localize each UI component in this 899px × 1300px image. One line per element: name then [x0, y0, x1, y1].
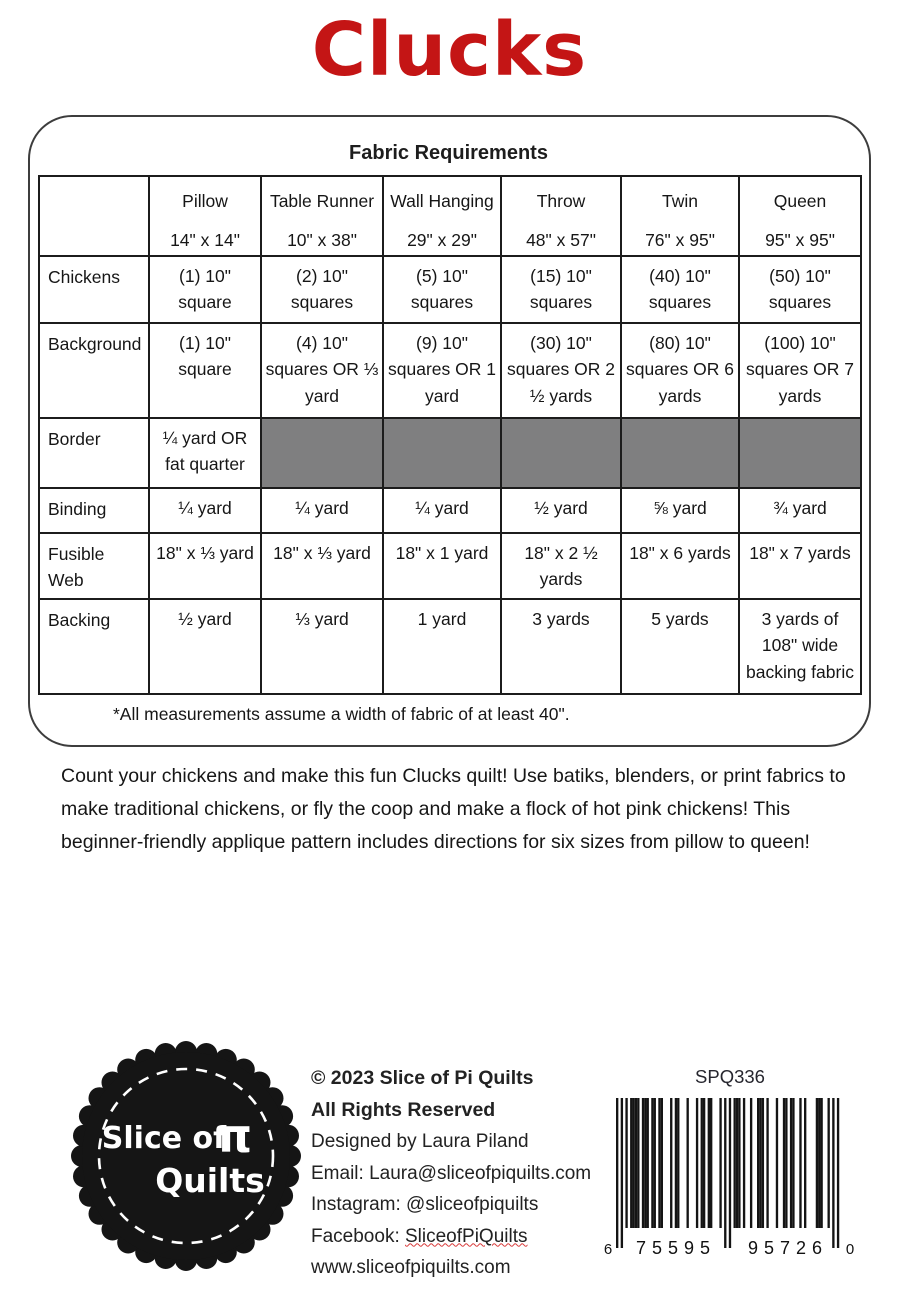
- footnote: *All measurements assume a width of fabric of at least 40".: [113, 704, 570, 724]
- facebook-line: [311, 1221, 591, 1253]
- facebook-handle: SliceofPiQuilts: [405, 1225, 528, 1247]
- table-cell: (40) 10" squares: [621, 256, 739, 323]
- table-cell: 18" x ⅓ yard: [261, 533, 383, 599]
- column-header: Wall Hanging 29" x 29": [383, 176, 501, 256]
- table-cell: ¾ yard: [739, 488, 861, 533]
- contact-block: [311, 1063, 591, 1284]
- barcode: [600, 1092, 860, 1262]
- table-cell: ½ yard: [149, 599, 261, 694]
- row-label: Backing: [39, 599, 149, 694]
- logo-text-quilts: Quilts: [155, 1161, 265, 1200]
- rights-line: All Rights Reserved: [311, 1098, 496, 1121]
- table-cell: (4) 10" squares OR ⅓ yard: [261, 323, 383, 418]
- table-cell: (1) 10" square: [149, 323, 261, 418]
- barcode-bars: [616, 1098, 839, 1248]
- logo: [70, 1040, 302, 1272]
- table-cell: (1) 10" square: [149, 256, 261, 323]
- table-cell: (9) 10" squares OR 1 yard: [383, 323, 501, 418]
- column-header: Table Runner 10" x 38": [261, 176, 383, 256]
- barcode-digit-lead: 6: [603, 1241, 613, 1258]
- row-label: Binding: [39, 488, 149, 533]
- column-header: [39, 176, 149, 256]
- table-cell: 1 yard: [383, 599, 501, 694]
- row-label: Chickens: [39, 256, 149, 323]
- table-cell: ⅓ yard: [261, 599, 383, 694]
- table-cell: [261, 418, 383, 488]
- barcode-digit-trail: 0: [845, 1241, 855, 1258]
- fabric-requirements-title: Fabric Requirements: [349, 142, 548, 164]
- table-cell: (100) 10" squares OR 7 yards: [739, 323, 861, 418]
- table-cell: [739, 418, 861, 488]
- table-cell: ¼ yard: [261, 488, 383, 533]
- table-cell: 18" x 1 yard: [383, 533, 501, 599]
- facebook-label: Facebook:: [311, 1225, 405, 1247]
- instagram-line: Instagram: @sliceofpiquilts: [311, 1194, 539, 1215]
- table-cell: ⅝ yard: [621, 488, 739, 533]
- website-line: www.sliceofpiquilts.com: [311, 1257, 511, 1278]
- email-line: Email: Laura@sliceofpiquilts.com: [311, 1162, 592, 1184]
- row-label: Background: [39, 323, 149, 418]
- table-cell: ¼ yard: [149, 488, 261, 533]
- table-cell: 18" x 6 yards: [621, 533, 739, 599]
- table-cell: 18" x ⅓ yard: [149, 533, 261, 599]
- table-cell: ¼ yard: [383, 488, 501, 533]
- column-header: Twin 76" x 95": [621, 176, 739, 256]
- table-cell: ¼ yard OR fat quarter: [149, 418, 261, 488]
- column-header: Queen 95" x 95": [739, 176, 861, 256]
- sku-label: SPQ336: [695, 1066, 765, 1087]
- table-cell: (5) 10" squares: [383, 256, 501, 323]
- fabric-requirements-table: [38, 175, 862, 695]
- table-cell: 18" x 2 ½ yards: [501, 533, 621, 599]
- row-label: Fusible Web: [39, 533, 149, 599]
- column-header: Pillow 14" x 14": [149, 176, 261, 256]
- description: Count your chickens and make this fun Clucks quilt! Use batiks, blenders, or print fabrics to make traditional chickens, or fly the coop and make a flock of hot pink chickens! This beginner-friendly applique pattern includes directions for six sizes from pillow to queen!: [61, 765, 846, 853]
- table-cell: 18" x 7 yards: [739, 533, 861, 599]
- logo-circle: [82, 1052, 290, 1260]
- logo-pi-symbol: π: [215, 1109, 253, 1163]
- table-cell: [621, 418, 739, 488]
- barcode-digits-left: 75595: [635, 1238, 717, 1258]
- table-cell: 3 yards: [501, 599, 621, 694]
- logo-text-slice-of: Slice of: [101, 1121, 227, 1156]
- copyright-line: © 2023 Slice of Pi Quilts: [311, 1067, 534, 1089]
- page-title: Clucks: [311, 7, 588, 93]
- table-cell: (15) 10" squares: [501, 256, 621, 323]
- table-cell: (80) 10" squares OR 6 yards: [621, 323, 739, 418]
- column-header: Throw 48" x 57": [501, 176, 621, 256]
- table-cell: (50) 10" squares: [739, 256, 861, 323]
- table-cell: ½ yard: [501, 488, 621, 533]
- barcode-digits-right: 95726: [747, 1238, 829, 1258]
- row-label: Border: [39, 418, 149, 488]
- table-cell: [501, 418, 621, 488]
- table-cell: (2) 10" squares: [261, 256, 383, 323]
- table-cell: 5 yards: [621, 599, 739, 694]
- table-cell: 3 yards of 108" wide backing fabric: [739, 599, 861, 694]
- designer-line: Designed by Laura Piland: [311, 1131, 529, 1152]
- table-cell: (30) 10" squares OR 2 ½ yards: [501, 323, 621, 418]
- table-cell: [383, 418, 501, 488]
